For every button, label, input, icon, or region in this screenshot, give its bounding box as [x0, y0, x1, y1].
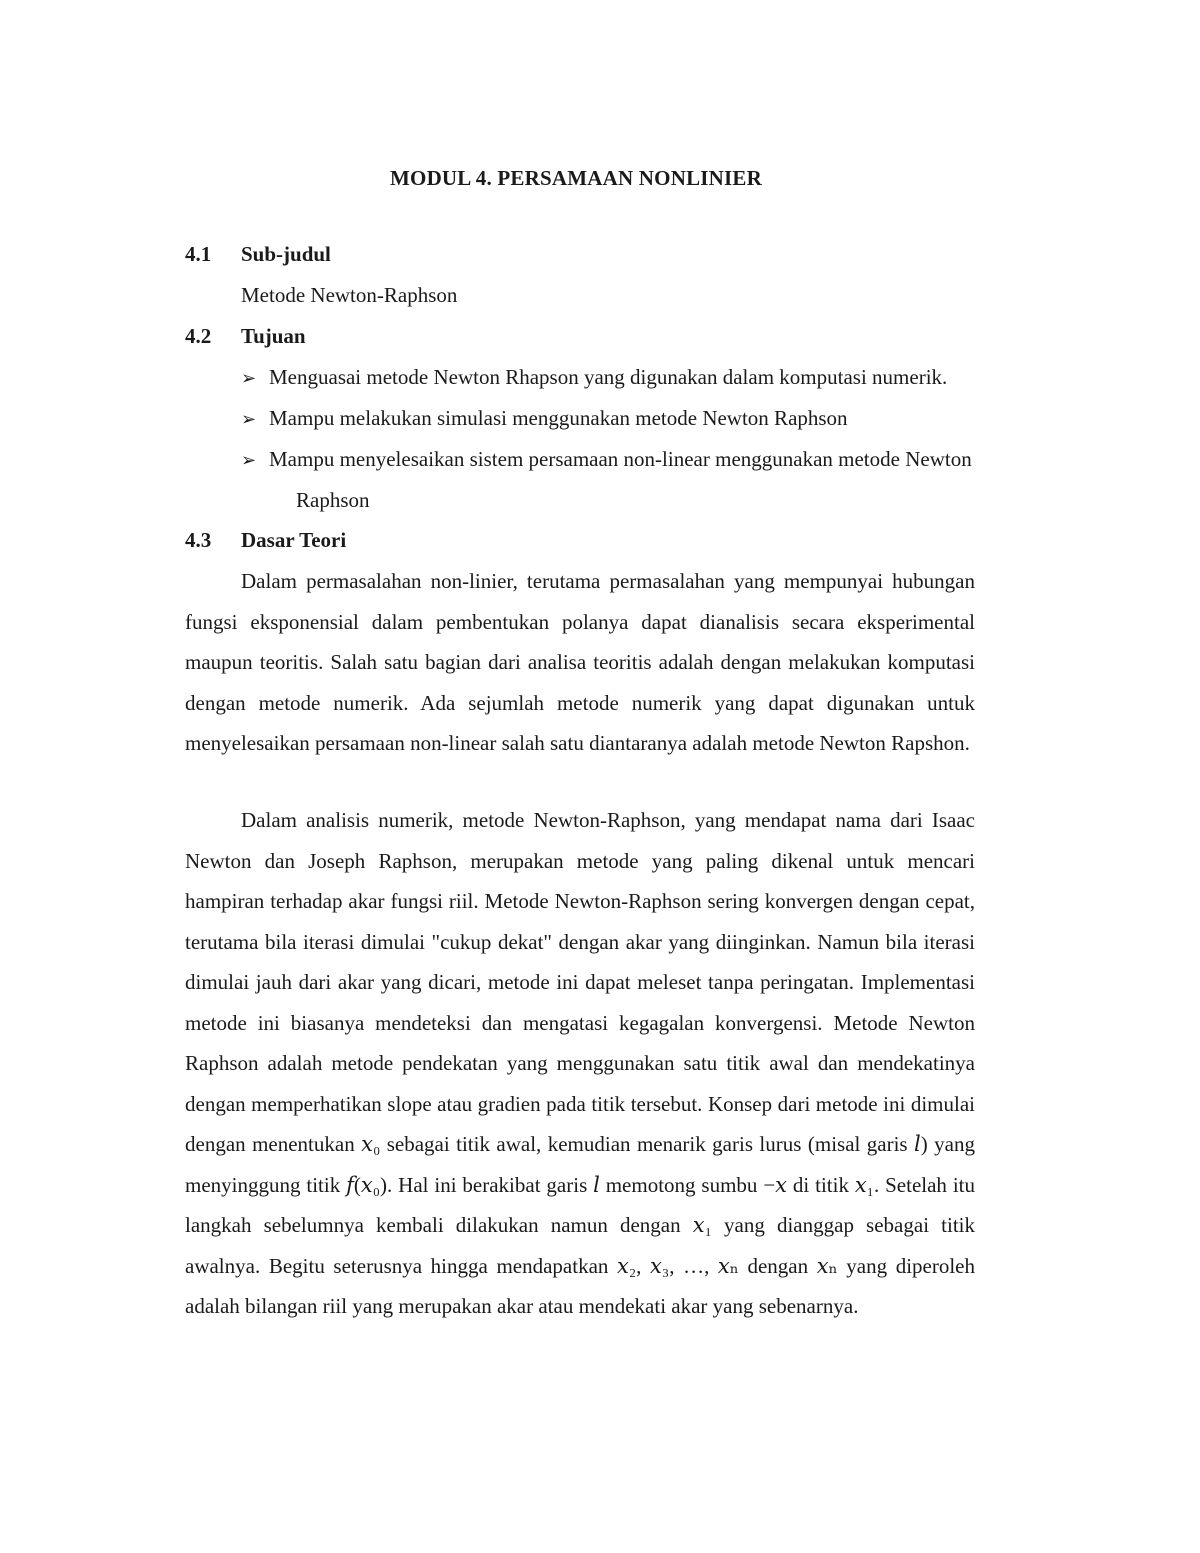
objective-text-continuation: Raphson	[296, 488, 370, 512]
section-number-4-3: 4.3	[185, 528, 212, 552]
list-item	[241, 406, 848, 431]
subtitle-text: Metode Newton-Raphson	[241, 283, 458, 307]
objective-text: Mampu menyelesaikan sistem persamaan non-linear menggunakan metode Newton	[269, 447, 972, 471]
page-title: MODUL 4. PERSAMAAN NONLINIER	[390, 166, 762, 190]
arrow-bullet-icon: ➢	[241, 409, 257, 430]
section-heading-tujuan: Tujuan	[241, 324, 306, 348]
list-item	[241, 447, 972, 472]
arrow-bullet-icon: ➢	[241, 368, 257, 389]
section-heading-dasar-teori: Dasar Teori	[241, 528, 347, 552]
body-paragraph: Dalam permasalahan non-linier, terutama permasalahan yang mempunyai hubungan fungsi eksponensial dalam pembentukan polanya dapat dianalisis secara eksperimental maupun teoritis. Salah satu bagian dari analisa teoritis adalah dengan melakukan komputasi dengan metode numerik. Ada sejumlah metode numerik yang dapat digunakan untuk menyelesaikan persamaan non-linear salah satu diantaranya adalah metode Newton Rapshon.	[185, 569, 975, 755]
section-number-4-2: 4.2	[185, 324, 212, 348]
section-heading-sub-judul: Sub-judul	[241, 242, 331, 266]
body-paragraph: Dalam analisis numerik, metode Newton-Raphson, yang mendapat nama dari Isaac Newton dan Joseph Raphson, merupakan metode yang paling dikenal untuk mencari hampiran terhadap akar fungsi riil. Metode Newton-Raphson sering konvergen dengan cepat, terutama bila iterasi dimulai "cukup dekat" dengan akar yang diinginkan. Namun bila iterasi dimulai jauh dari akar yang dicari, metode ini dapat meleset tanpa peringatan. Implementasi metode ini biasanya mendeteksi dan mengatasi kegagalan konvergensi. Metode Newton Raphson adalah metode pendekatan yang menggunakan satu titik awal dan mendekatinya dengan memperhatikan slope atau gradien pada titik tersebut. Konsep dari metode ini dimulai dengan menentukan 𝑥₀ sebagai titik awal, kemudian menarik garis lurus (misal garis 𝑙) yang menyinggung titik 𝑓(𝑥₀). Hal ini berakibat garis 𝑙 memotong sumbu −𝑥 di titik 𝑥₁. Setelah itu langkah sebelumnya kembali dilakukan namun dengan 𝑥₁ yang dianggap sebagai titik awalnya. Begitu seterusnya hingga mendapatkan 𝑥₂, 𝑥₃, …, 𝑥ₙ dengan 𝑥ₙ yang diperoleh adalah bilangan riil yang merupakan akar atau mendekati akar yang sebenarnya.	[185, 808, 975, 1318]
objective-text: Mampu melakukan simulasi menggunakan metode Newton Raphson	[269, 406, 848, 430]
arrow-bullet-icon: ➢	[241, 450, 257, 471]
list-item	[241, 365, 947, 390]
section-number-4-1: 4.1	[185, 242, 212, 266]
objective-text: Menguasai metode Newton Rhapson yang digunakan dalam komputasi numerik.	[269, 365, 948, 389]
